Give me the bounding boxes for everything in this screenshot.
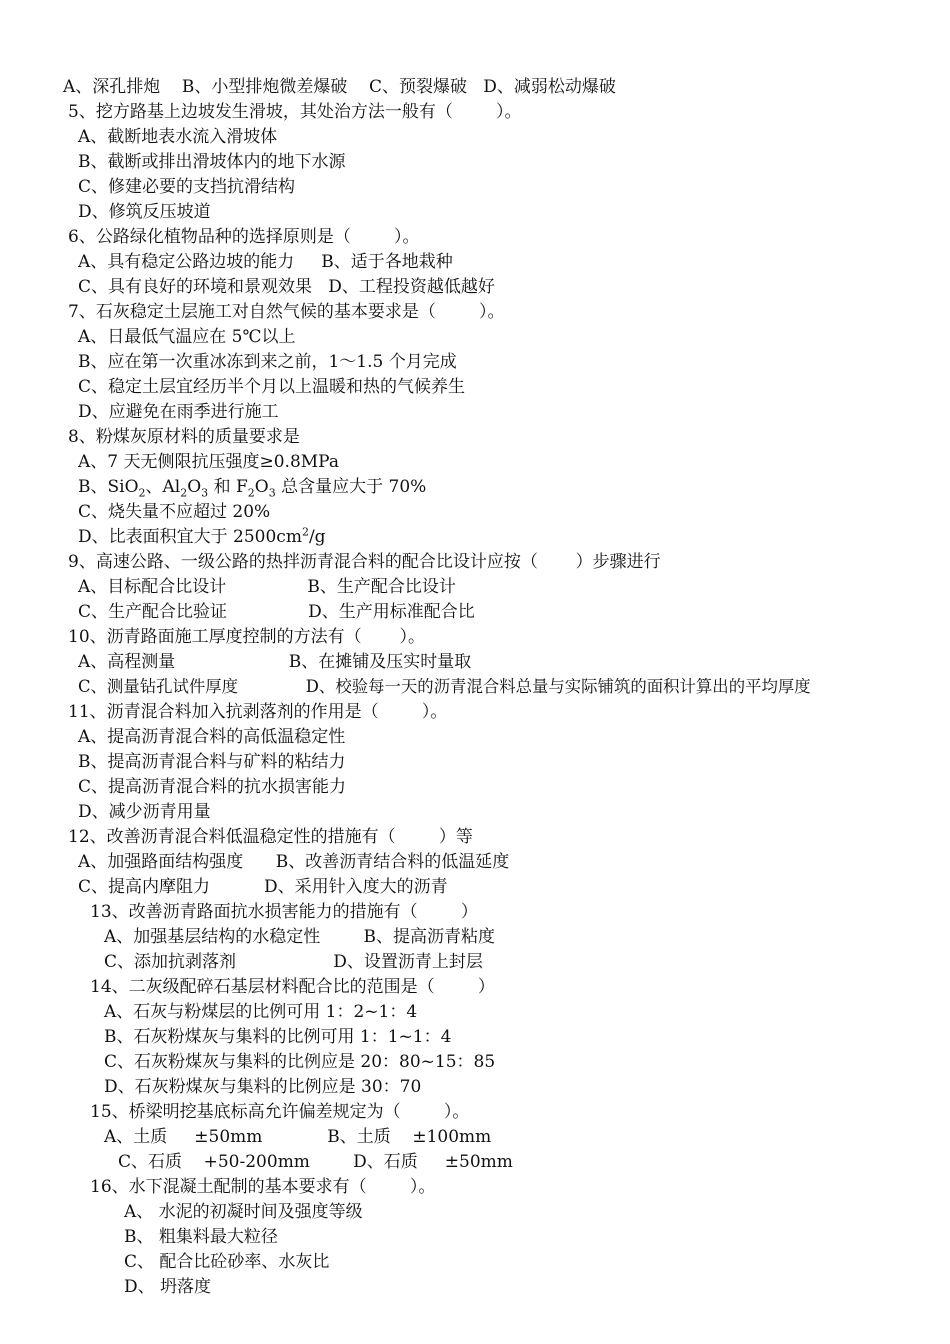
q13-options-ab: A、加强基层结构的水稳定性 B、提高沥青粘度	[104, 927, 495, 947]
q7-option-d: D、应避免在雨季进行施工	[78, 402, 279, 422]
q15-options-ab: A、土质 ±50mm B、土质 ±100mm	[104, 1127, 492, 1147]
q16-option-d: D、 坍落度	[124, 1277, 212, 1297]
q16-stem: 16、水下混凝土配制的基本要求有（ ）。	[90, 1177, 436, 1197]
q6-options-cd: C、具有良好的环境和景观效果 D、工程投资越低越好	[78, 277, 495, 297]
q8-stem: 8、粉煤灰原材料的质量要求是	[68, 427, 300, 447]
q8-option-c: C、烧失量不应超过 20%	[78, 502, 271, 522]
q5-option-d: D、修筑反压坡道	[78, 202, 211, 222]
q14-option-d: D、石灰粉煤灰与集料的比例应是 30：70	[104, 1077, 422, 1097]
q13-stem: 13、改善沥青路面抗水损害能力的措施有（ ）	[90, 902, 478, 922]
q11-option-c: C、提高沥青混合料的抗水损害能力	[78, 777, 347, 797]
q9-options-ab: A、目标配合比设计 B、生产配合比设计	[78, 577, 456, 597]
q11-stem: 11、沥青混合料加入抗剥落剂的作用是（ ）。	[68, 702, 448, 722]
q8-option-d: D、比表面积宜大于 $2500cm^2/g$	[78, 525, 326, 547]
q7-stem: 7、石灰稳定土层施工对自然气候的基本要求是（ ）。	[68, 302, 505, 322]
q5-option-b: B、截断或排出滑坡体内的地下水源	[78, 152, 346, 172]
q15-stem: 15、桥梁明挖基底标高允许偏差规定为（ ）。	[90, 1102, 470, 1122]
q8-option-b: B、SiO$_2$、$Al_2O_3$ 和 $F_2O_3$ 总含量应大于 70%	[78, 477, 427, 500]
q7-option-a: A、日最低气温应在 5℃以上	[78, 327, 296, 347]
q16-option-b: B、 粗集料最大粒径	[124, 1227, 278, 1247]
q5-option-c: C、修建必要的支挡抗滑结构	[78, 177, 296, 197]
q10-stem: 10、沥青路面施工厚度控制的方法有（ ）。	[68, 627, 425, 647]
q8-option-a: A、7 天无侧限抗压强度≥0.8MPa	[78, 452, 339, 472]
q14-option-b: B、石灰粉煤灰与集料的比例可用 1：1~1：4	[104, 1027, 452, 1047]
q11-option-d: D、减少沥青用量	[78, 802, 211, 822]
q6-options-ab: A、具有稳定公路边坡的能力 B、适于各地栽种	[78, 252, 453, 272]
q16-option-a: A、 水泥的初凝时间及强度等级	[124, 1202, 363, 1222]
q11-option-b: B、提高沥青混合料与矿料的粘结力	[78, 752, 346, 772]
q14-stem: 14、二灰级配碎石基层材料配合比的范围是（ ）	[90, 977, 495, 997]
q4-options: A、深孔排炮 B、小型排炮微差爆破 C、预裂爆破 D、减弱松动爆破	[63, 77, 616, 97]
q9-stem: 9、高速公路、一级公路的热拌沥青混合料的配合比设计应按（ ）步骤进行	[68, 552, 661, 572]
q10-options-ab: A、高程测量 B、在摊铺及压实时量取	[78, 652, 472, 672]
q9-options-cd: C、生产配合比验证 D、生产用标准配合比	[78, 602, 475, 622]
q10-options-cd: C、测量钻孔试件厚度 D、校验每一天的沥青混合料总量与实际铺筑的面积计算出的平均厚度	[78, 677, 811, 696]
q16-option-c: C、 配合比砼砂率、水灰比	[124, 1252, 330, 1272]
q12-stem: 12、改善沥青混合料低温稳定性的措施有（ ）等	[68, 827, 473, 847]
q14-option-c: C、石灰粉煤灰与集料的比例应是 20：80~15：85	[104, 1052, 496, 1072]
q15-options-cd: C、石质 +50-200mm D、石质 ±50mm	[118, 1152, 513, 1172]
q7-option-c: C、稳定土层宜经历半个月以上温暖和热的气候养生	[78, 377, 466, 397]
q5-option-a: A、截断地表水流入滑坡体	[78, 127, 278, 147]
q7-option-b: B、应在第一次重冰冻到来之前，1～1.5 个月完成	[78, 352, 457, 372]
q14-option-a: A、石灰与粉煤层的比例可用 1：2~1：4	[104, 1002, 418, 1022]
q12-options-cd: C、提高内摩阻力 D、采用针入度大的沥青	[78, 877, 448, 897]
q5-stem: 5、挖方路基上边坡发生滑坡，其处治方法一般有（ ）。	[68, 102, 522, 122]
q12-options-ab: A、加强路面结构强度 B、改善沥青结合料的低温延度	[78, 852, 510, 872]
q13-options-cd: C、添加抗剥落剂 D、设置沥青上封层	[104, 952, 483, 972]
q11-option-a: A、提高沥青混合料的高低温稳定性	[78, 727, 346, 747]
q6-stem: 6、公路绿化植物品种的选择原则是（ ）。	[68, 227, 420, 247]
